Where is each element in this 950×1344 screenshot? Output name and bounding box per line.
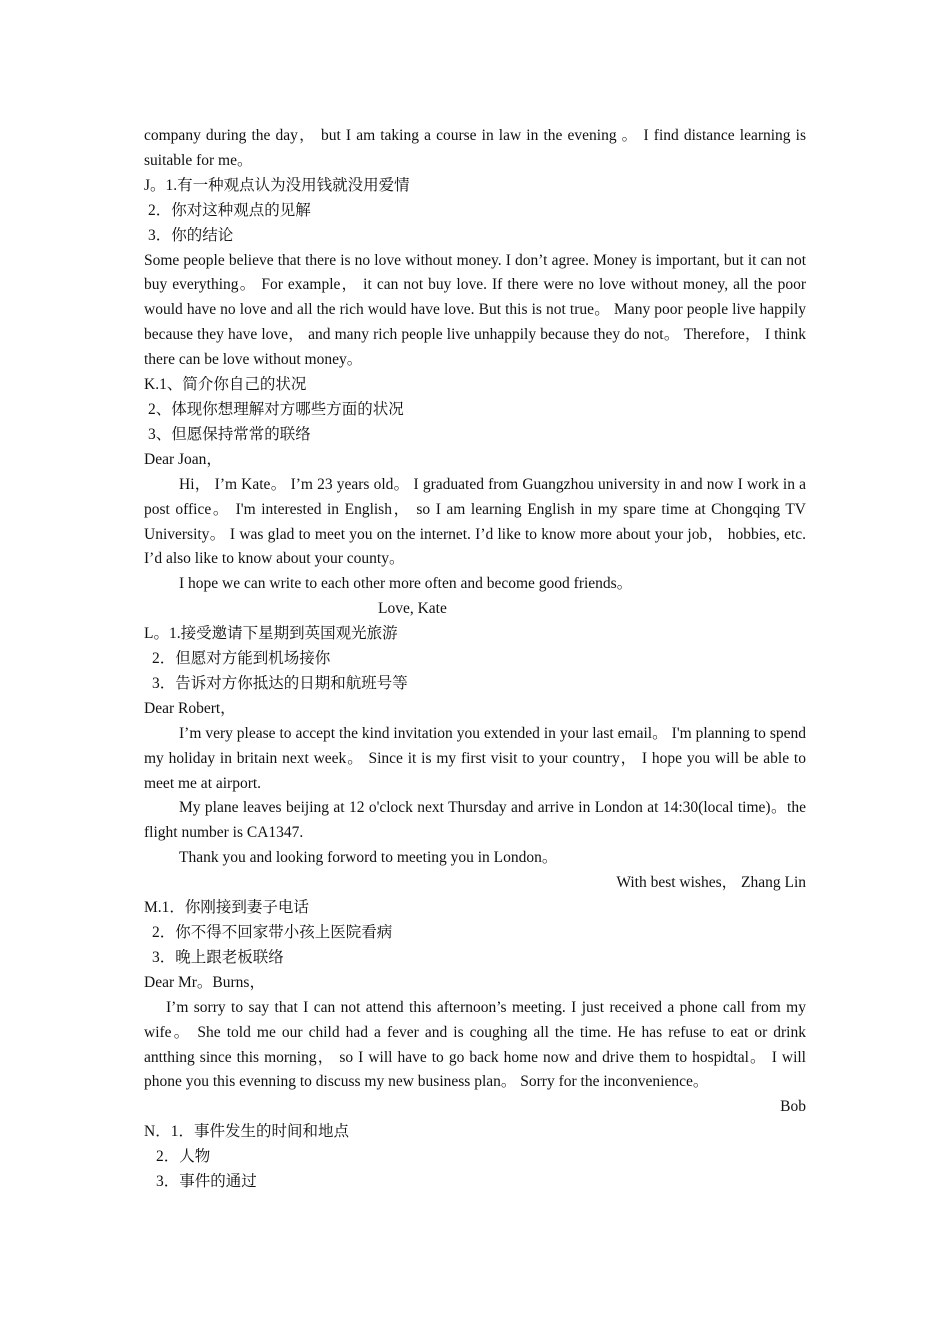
section-k-point-1: K.1、简介你自己的状况 — [144, 376, 307, 394]
section-n-point-1: N．1．事件发生的时间和地点 — [144, 1123, 349, 1141]
section-n-point-2: 2．人物 — [156, 1148, 211, 1166]
section-j-point-2: 2．你对这种观点的见解 — [148, 201, 311, 219]
section-k-letter-body-1: Hi， I’m Kate。 I’m 23 years old。 I graduated from Guangzhou university in and now I work in a post office。 I'm interested in English， so I am learning English in my spare time at Chongqing TV University。 I was glad to meet you on the internet. I’d like to know more about your job， hobbies, etc. I’d also like to know about your county。 — [144, 475, 806, 568]
section-m-letter-body: I’m sorry to say that I can not attend this afternoon’s meeting. I just received a phone call from my wife。 She told me our child had a fever and is coughing all the time. He has refuse to eat or drink antthing since this morning， so I will have to go back home now and drive them to hospidtal。 I will phone you this evenning to discuss my new business plan。 Sorry for the inconvenience。 — [144, 998, 806, 1091]
intro-paragraph: company during the day， but I am taking a course in law in the evening 。 I find distance learning is suitable for me。 — [144, 127, 806, 169]
section-l-letter-body-3: Thank you and looking forword to meeting you in London。 — [179, 849, 558, 867]
section-l-letter-body-2: My plane leaves beijing at 12 o'clock next Thursday and arrive in London at 14:30(local time)。the flight number is CA1347. — [144, 799, 806, 842]
section-k-point-3: 3、但愿保持常常的联络 — [148, 425, 311, 443]
section-m-point-2: 2．你不得不回家带小孩上医院看病 — [152, 924, 393, 941]
section-m-closing: Bob — [780, 1098, 806, 1116]
document-page — [144, 124, 806, 1195]
section-l-point-3: 3．告诉对方你抵达的日期和航班号等 — [152, 674, 408, 692]
section-m-point-1: M.1．你刚接到妻子电话 — [144, 899, 309, 917]
section-l-greeting: Dear Robert， — [144, 699, 236, 717]
section-l-closing: With best wishes， Zhang Lin — [616, 874, 806, 892]
section-k-closing: Love, Kate — [378, 600, 447, 618]
section-m-greeting: Dear Mr。Burns， — [144, 973, 265, 991]
section-l-letter-body-1: I’m very please to accept the kind invitation you extended in your last email。 I'm planning to spend my holiday in britain next week。 Since it is my first visit to your country， I hope you will be able to meet me at airport. — [144, 724, 806, 792]
section-j-point-3: 3．你的结论 — [148, 226, 234, 244]
section-m-point-3: 3．晚上跟老板联络 — [152, 948, 284, 966]
section-k-greeting: Dear Joan， — [144, 450, 222, 468]
section-k-letter-body-2: I hope we can write to each other more often and become good friends。 — [179, 575, 633, 593]
section-l-point-2: 2．但愿对方能到机场接你 — [152, 650, 331, 668]
section-n-point-3: 3．事件的通过 — [156, 1173, 257, 1191]
section-j-point-1: J。1.有一种观点认为没用钱就没用爱情 — [144, 176, 410, 194]
section-j-essay: Some people believe that there is no love without money. I don’t agree. Money is important, but it can not buy everything。 For example， it can not buy love. If there were no love without money, all the poor would have no love and all the rich would have love. But this is not true。 Many poor people live happily because they have love， and many rich people live unhappily because they do not。 Therefore， I think there can be love without money。 — [144, 251, 806, 369]
section-k-point-2: 2、体现你想理解对方哪些方面的状况 — [148, 400, 404, 418]
section-l-point-1: L。1.接受邀请下星期到英国观光旅游 — [144, 625, 398, 643]
